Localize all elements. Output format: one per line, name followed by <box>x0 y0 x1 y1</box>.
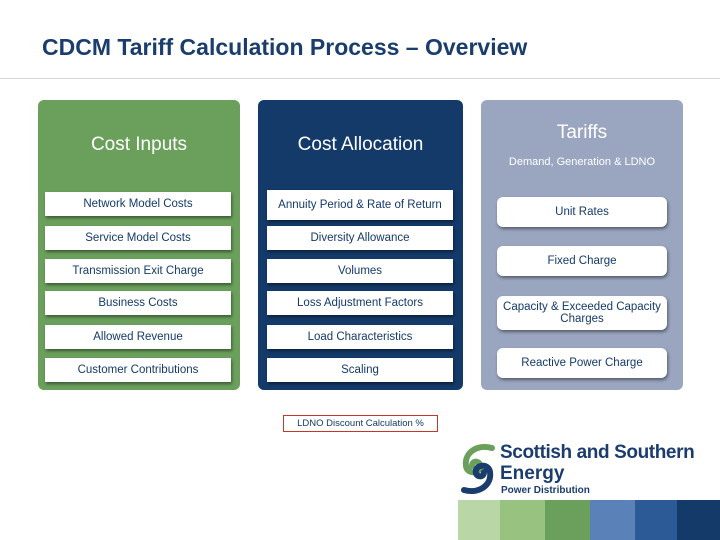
input-item: Allowed Revenue <box>45 325 231 349</box>
footer-stripe <box>545 500 590 540</box>
input-item: Network Model Costs <box>45 192 231 216</box>
tariff-item: Reactive Power Charge <box>497 348 667 378</box>
ldno-discount-box: LDNO Discount Calculation % <box>283 415 438 432</box>
allocation-item: Load Characteristics <box>267 325 453 349</box>
cost-inputs-heading: Cost Inputs <box>90 134 188 155</box>
title-divider <box>0 78 720 79</box>
swirl-logo-icon <box>458 440 498 498</box>
tariffs-heading: Tariffs <box>556 122 608 143</box>
tariffs-subheading: Demand, Generation & LDNO <box>508 156 656 168</box>
logo-text-line2: Energy <box>500 463 565 484</box>
company-logo <box>458 438 698 498</box>
allocation-item: Loss Adjustment Factors <box>267 291 453 315</box>
allocation-item: Annuity Period & Rate of Return <box>267 190 453 220</box>
tariff-item: Unit Rates <box>497 197 667 227</box>
allocation-item: Scaling <box>267 358 453 382</box>
input-item: Customer Contributions <box>45 358 231 382</box>
input-item: Transmission Exit Charge <box>45 259 231 283</box>
footer-stripe <box>635 500 677 540</box>
logo-text-line1: Scottish and Southern <box>500 442 695 463</box>
input-item: Business Costs <box>45 291 231 315</box>
cost-allocation-heading: Cost Allocation <box>297 134 424 155</box>
allocation-item: Volumes <box>267 259 453 283</box>
input-item: Service Model Costs <box>45 226 231 250</box>
footer-stripe <box>590 500 635 540</box>
tariff-item: Capacity & Exceeded Capacity Charges <box>497 296 667 330</box>
footer-stripe <box>458 500 500 540</box>
footer-stripe <box>677 500 720 540</box>
slide-title: CDCM Tariff Calculation Process – Overview <box>42 34 528 60</box>
tariff-item: Fixed Charge <box>497 246 667 276</box>
footer-stripe <box>500 500 545 540</box>
allocation-item: Diversity Allowance <box>267 226 453 250</box>
logo-text-line3: Power Distribution <box>501 485 590 496</box>
